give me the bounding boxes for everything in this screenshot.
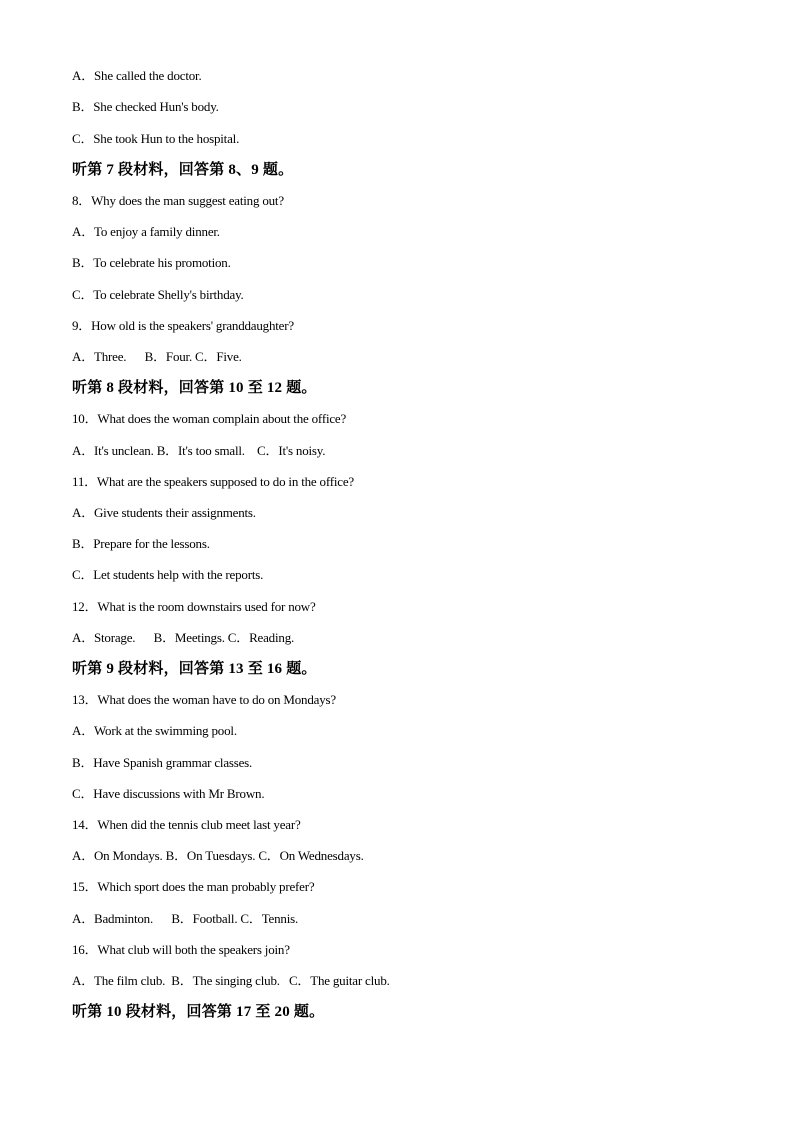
answer-option-line: A．Three. B．Four. C．Five. [72, 349, 242, 364]
section-heading: 听第 10 段材料，回答第 17 至 20 题。 [72, 1004, 325, 1020]
answer-option-line: A．Give students their assignments. [72, 505, 256, 520]
section-heading: 听第 8 段材料，回答第 10 至 12 题。 [72, 380, 317, 396]
question-line: 8．Why does the man suggest eating out? [72, 193, 284, 208]
answer-option-line: A．Work at the swimming pool. [72, 723, 237, 738]
section-heading: 听第 7 段材料，回答第 8、9 题。 [72, 162, 294, 178]
answer-option-line: A．She called the doctor. [72, 68, 202, 83]
question-line: 16．What club will both the speakers join? [72, 942, 290, 957]
question-line: 13．What does the woman have to do on Mondays? [72, 692, 336, 707]
answer-option-line: A．It's unclean. B．It's too small. C．It's noisy. [72, 443, 326, 458]
answer-option-line: B．Have Spanish grammar classes. [72, 755, 253, 770]
answer-option-line: C．Have discussions with Mr Brown. [72, 786, 265, 801]
section-heading: 听第 9 段材料，回答第 13 至 16 题。 [72, 661, 317, 677]
answer-option-line: B．She checked Hun's body. [72, 99, 219, 114]
question-line: 12．What is the room downstairs used for now? [72, 599, 316, 614]
question-line: 9．How old is the speakers' granddaughter? [72, 318, 294, 333]
answer-option-line: A．On Mondays. B．On Tuesdays. C．On Wednesdays. [72, 848, 364, 863]
answer-option-line: B．Prepare for the lessons. [72, 536, 210, 551]
answer-option-line: A．To enjoy a family dinner. [72, 224, 220, 239]
answer-option-line: A．The film club. B．The singing club. C．The guitar club. [72, 973, 390, 988]
question-line: 10．What does the woman complain about the office? [72, 411, 347, 426]
answer-option-line: C．Let students help with the reports. [72, 567, 264, 582]
answer-option-line: A．Storage. B．Meetings. C．Reading. [72, 630, 295, 645]
answer-option-line: B．To celebrate his promotion. [72, 255, 231, 270]
answer-option-line: A．Badminton. B．Football. C．Tennis. [72, 911, 299, 926]
answer-option-line: C．She took Hun to the hospital. [72, 131, 240, 146]
question-line: 14．When did the tennis club meet last year? [72, 817, 301, 832]
question-line: 15．Which sport does the man probably prefer? [72, 879, 315, 894]
answer-option-line: C．To celebrate Shelly's birthday. [72, 287, 244, 302]
question-line: 11．What are the speakers supposed to do in the office? [72, 474, 354, 489]
